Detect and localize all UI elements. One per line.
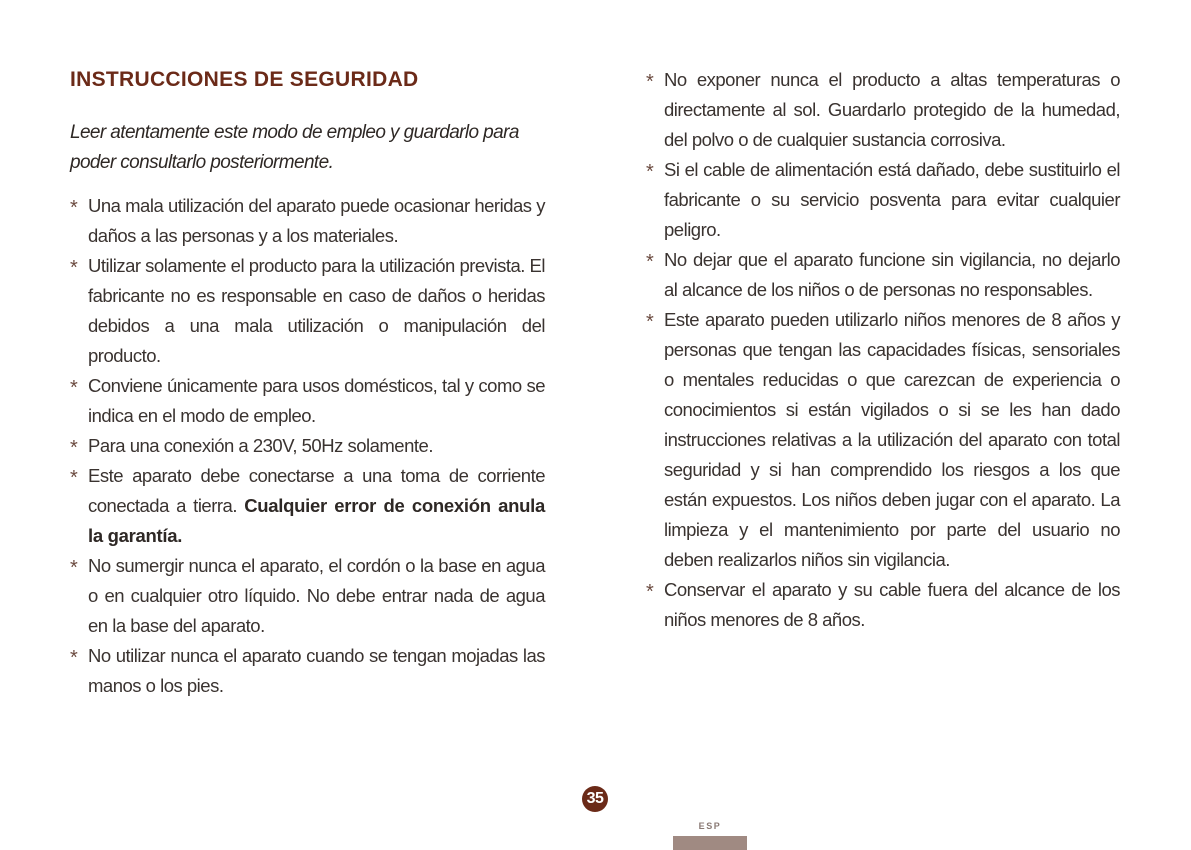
right-safety-list	[646, 65, 1120, 635]
item-text: No sumergir nunca el aparato, el cordón o la base en agua o en cualquier otro líquido. No debe entrar nada de agua en la base del aparato.	[88, 555, 545, 636]
item-text: Utilizar solamente el producto para la utilización prevista. El fabricante no es responsable en caso de daños o heridas debidos a una mala utilización o manipulación del producto.	[88, 255, 545, 366]
language-tab-bar	[673, 836, 747, 850]
item-text: Este aparato pueden utilizarlo niños menores de 8 años y personas que tengan las capacidades físicas, sensoriales o mentales reducidas o que carezcan de experiencia o conocimientos si están vigilados o si se les han dado instrucciones relativas a la utilización del aparato con total seguridad y si han comprendido los riesgos a los que están expuestos. Los niños deben jugar con el aparato. La limpieza y el mantenimiento por parte del usuario no deben realizarlos niños sin vigilancia.	[664, 309, 1120, 570]
safety-item	[646, 245, 1120, 305]
asterisk-bullet: *	[70, 377, 78, 399]
item-text: No exponer nunca el producto a altas temperaturas o directamente al sol. Guardarlo protegido de la humedad, del polvo o de cualquier sustancia corrosiva.	[664, 69, 1120, 150]
warranty-warning: Cualquier error de conexión anula la garantía.	[88, 495, 545, 546]
safety-item	[70, 461, 545, 551]
asterisk-bullet: *	[646, 251, 654, 273]
item-text: Este aparato debe conectarse a una toma de corriente conectada a tierra.	[88, 465, 545, 516]
item-text: No utilizar nunca el aparato cuando se tengan mojadas las manos o los pies.	[88, 645, 545, 696]
safety-item	[70, 551, 545, 641]
safety-item	[646, 65, 1120, 155]
intro-text: Leer atentamente este modo de empleo y guardarlo para poder consultarlo posteriormente.	[70, 122, 519, 173]
safety-item	[70, 641, 545, 701]
item-text: Para una conexión a 230V, 50Hz solamente.	[88, 435, 433, 456]
asterisk-bullet: *	[646, 161, 654, 183]
asterisk-bullet: *	[646, 311, 654, 333]
asterisk-bullet: *	[70, 647, 78, 669]
language-label: ESP	[698, 821, 722, 831]
safety-item	[646, 155, 1120, 245]
safety-item	[70, 251, 545, 371]
item-text: Si el cable de alimentación está dañado, debe sustituirlo el fabricante o su servicio posventa para evitar cualquier peligro.	[664, 159, 1120, 240]
asterisk-bullet: *	[70, 257, 78, 279]
safety-item	[646, 305, 1120, 575]
item-text: Conviene únicamente para usos domésticos, tal y como se indica en el modo de empleo.	[88, 375, 545, 426]
asterisk-bullet: *	[70, 467, 78, 489]
asterisk-bullet: *	[646, 71, 654, 93]
safety-item	[70, 191, 545, 251]
item-text: Una mala utilización del aparato puede ocasionar heridas y daños a las personas y a los materiales.	[88, 195, 545, 246]
safety-item	[646, 575, 1120, 635]
page-number-badge: 35	[582, 786, 608, 812]
safety-item	[70, 371, 545, 431]
asterisk-bullet: *	[70, 197, 78, 219]
asterisk-bullet: *	[70, 437, 78, 459]
asterisk-bullet: *	[70, 557, 78, 579]
item-text: No dejar que el aparato funcione sin vigilancia, no dejarlo al alcance de los niños o de personas no responsables.	[664, 249, 1120, 300]
safety-item	[70, 431, 545, 461]
section-heading: INSTRUCCIONES DE SEGURIDAD	[70, 68, 419, 91]
item-text: Conservar el aparato y su cable fuera del alcance de los niños menores de 8 años.	[664, 579, 1120, 630]
asterisk-bullet: *	[646, 581, 654, 603]
left-safety-list	[70, 191, 545, 701]
